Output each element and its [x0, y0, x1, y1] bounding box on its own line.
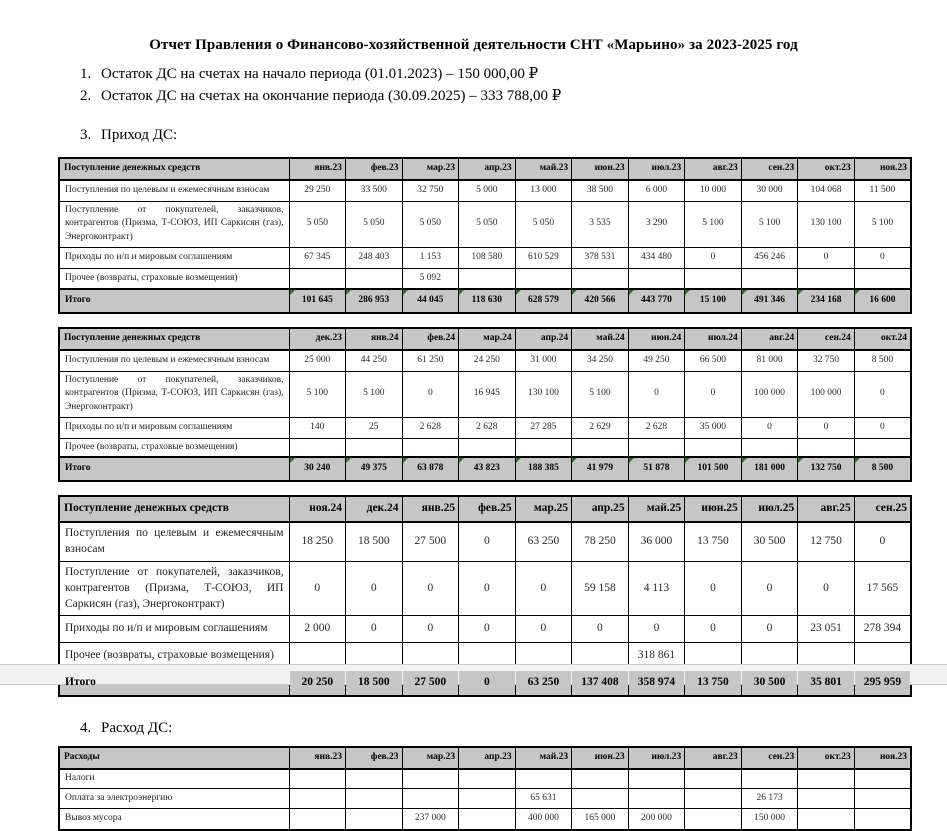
- income-table-2023: [58, 157, 912, 314]
- value-cell: 66 500: [685, 350, 742, 371]
- value-cell: [459, 438, 516, 457]
- value-cell: 5 100: [741, 201, 798, 247]
- value-cell: 0: [854, 522, 911, 561]
- value-cell: 0: [572, 616, 629, 643]
- month-header-cell: авг.23: [685, 158, 742, 180]
- month-header-cell: янв.23: [289, 158, 346, 180]
- total-value-cell-with-formula-marker: 15 100: [685, 289, 742, 313]
- month-header-cell: авг.25: [798, 496, 855, 522]
- month-header-cell: сен.23: [741, 747, 798, 769]
- month-header-cell: июл.23: [628, 747, 685, 769]
- value-cell: 0: [515, 561, 572, 616]
- value-cell: [798, 268, 855, 289]
- value-cell: 610 529: [515, 247, 572, 268]
- value-cell: 0: [289, 561, 346, 616]
- value-cell: [572, 788, 629, 809]
- value-cell: [346, 769, 403, 788]
- list-text: Остаток ДС на счетах на начало периода (01.01.2023) – 150 000,00 ₽: [101, 66, 539, 82]
- total-value-cell: 63 250: [515, 670, 572, 696]
- month-header-cell: ноя.23: [854, 747, 911, 769]
- section-heading-expense: [80, 717, 947, 739]
- value-cell: 100 000: [798, 371, 855, 417]
- month-header-cell: апр.24: [515, 328, 572, 350]
- total-value-cell: 13 750: [685, 670, 742, 696]
- row-label-cell: Поступления по целевым и ежемесячным взносам: [59, 180, 289, 201]
- value-cell: 63 250: [515, 522, 572, 561]
- row-label-cell: Поступление от покупателей, заказчиков, контрагентов (Призма, Т-СОЮЗ, ИП Саркисян (газ), Энергоконтракт): [59, 561, 289, 616]
- total-value-cell: 295 959: [854, 670, 911, 696]
- row-label-cell: Поступление от покупателей, заказчиков, контрагентов (Призма, Т-СОЮЗ, ИП Саркисян (газ), Энергоконтракт): [59, 201, 289, 247]
- value-cell: 26 173: [741, 788, 798, 809]
- row-label-cell: Прочее (возвраты, страховые возмещения): [59, 268, 289, 289]
- value-cell: [289, 769, 346, 788]
- value-cell: [854, 769, 911, 788]
- value-cell: 35 000: [685, 417, 742, 438]
- income-table-2023-slot: [58, 157, 947, 314]
- month-header-cell: дек.24: [346, 496, 403, 522]
- value-cell: 5 000: [459, 180, 516, 201]
- row-label-cell: Поступления по целевым и ежемесячным взносам: [59, 350, 289, 371]
- table-header-label: Поступление денежных средств: [59, 496, 289, 522]
- value-cell: 5 050: [402, 201, 459, 247]
- value-cell: 65 631: [515, 788, 572, 809]
- month-header-cell: май.23: [515, 747, 572, 769]
- value-cell: [685, 769, 742, 788]
- value-cell: [346, 268, 403, 289]
- value-cell: [798, 809, 855, 830]
- month-header-cell: янв.24: [346, 328, 403, 350]
- value-cell: [459, 788, 516, 809]
- value-cell: 0: [798, 247, 855, 268]
- value-cell: 5 100: [289, 371, 346, 417]
- table-row: [59, 522, 911, 561]
- table-row: [59, 268, 911, 289]
- month-header-cell: ноя.23: [854, 158, 911, 180]
- value-cell: [289, 438, 346, 457]
- row-label-cell: Приходы по и/п и мировым соглашениям: [59, 616, 289, 643]
- value-cell: 61 250: [402, 350, 459, 371]
- value-cell: 5 100: [346, 371, 403, 417]
- value-cell: 13 000: [515, 180, 572, 201]
- table-row: [59, 438, 911, 457]
- month-header-cell: янв.25: [402, 496, 459, 522]
- value-cell: 0: [346, 561, 403, 616]
- value-cell: [741, 268, 798, 289]
- table-row: [59, 788, 911, 809]
- total-value-cell-with-formula-marker: 8 500: [854, 457, 911, 481]
- month-header-cell: июл.25: [741, 496, 798, 522]
- total-value-cell-with-formula-marker: 628 579: [515, 289, 572, 313]
- value-cell: [854, 788, 911, 809]
- month-header-cell: фев.25: [459, 496, 516, 522]
- value-cell: 59 158: [572, 561, 629, 616]
- value-cell: [685, 809, 742, 830]
- value-cell: 5 050: [515, 201, 572, 247]
- value-cell: [685, 268, 742, 289]
- value-cell: 165 000: [572, 809, 629, 830]
- total-row: [59, 289, 911, 313]
- value-cell: 23 051: [798, 616, 855, 643]
- value-cell: 0: [685, 616, 742, 643]
- value-cell: 2 628: [402, 417, 459, 438]
- value-cell: [741, 438, 798, 457]
- expense-table-2023-slot: [58, 746, 947, 831]
- table-row: [59, 769, 911, 788]
- value-cell: 0: [741, 616, 798, 643]
- value-cell: 13 750: [685, 522, 742, 561]
- value-cell: 5 050: [459, 201, 516, 247]
- total-value-cell-with-formula-marker: 420 566: [572, 289, 629, 313]
- income-table-2023-24-slot: [58, 327, 947, 482]
- total-value-cell-with-formula-marker: 181 000: [741, 457, 798, 481]
- value-cell: 130 100: [798, 201, 855, 247]
- expense-table-container: [0, 746, 947, 831]
- table-header-row: [59, 496, 911, 522]
- value-cell: 456 246: [741, 247, 798, 268]
- value-cell: [515, 438, 572, 457]
- total-row: [59, 457, 911, 481]
- total-value-cell-with-formula-marker: 234 168: [798, 289, 855, 313]
- total-value-cell-with-formula-marker: 101 645: [289, 289, 346, 313]
- month-header-cell: авг.24: [741, 328, 798, 350]
- month-header-cell: сен.23: [741, 158, 798, 180]
- row-label-cell: Налоги: [59, 769, 289, 788]
- value-cell: 248 403: [346, 247, 403, 268]
- table-header-label: Расходы: [59, 747, 289, 769]
- value-cell: 150 000: [741, 809, 798, 830]
- value-cell: 4 113: [628, 561, 685, 616]
- value-cell: 49 250: [628, 350, 685, 371]
- document-title: Отчет Правления о Финансово-хозяйственной деятельности СНТ «Марьино» за 2023-2025 год: [149, 37, 798, 53]
- value-cell: 0: [628, 616, 685, 643]
- value-cell: 11 500: [854, 180, 911, 201]
- list-number: 1.: [80, 66, 92, 82]
- total-value-cell-with-formula-marker: 188 385: [515, 457, 572, 481]
- month-header-cell: фев.23: [346, 158, 403, 180]
- value-cell: 38 500: [572, 180, 629, 201]
- total-value-cell: 0: [459, 670, 516, 696]
- value-cell: 32 750: [798, 350, 855, 371]
- month-header-cell: фев.24: [402, 328, 459, 350]
- total-value-cell-with-formula-marker: 118 630: [459, 289, 516, 313]
- total-value-cell: 35 801: [798, 670, 855, 696]
- month-header-cell: окт.24: [854, 328, 911, 350]
- month-header-cell: мар.24: [459, 328, 516, 350]
- month-header-cell: окт.23: [798, 747, 855, 769]
- value-cell: [685, 438, 742, 457]
- list-item-opening-balance: [80, 63, 947, 85]
- total-value-cell: 27 500: [402, 670, 459, 696]
- row-label-cell: Поступление от покупателей, заказчиков, контрагентов (Призма, Т-СОЮЗ, ИП Саркисян (газ), Энергоконтракт): [59, 371, 289, 417]
- month-header-cell: июл.24: [685, 328, 742, 350]
- value-cell: 0: [741, 561, 798, 616]
- month-header-cell: май.24: [572, 328, 629, 350]
- value-cell: 31 000: [515, 350, 572, 371]
- total-value-cell-with-formula-marker: 491 346: [741, 289, 798, 313]
- value-cell: 0: [798, 561, 855, 616]
- value-cell: 0: [402, 616, 459, 643]
- total-value-cell-with-formula-marker: 30 240: [289, 457, 346, 481]
- month-header-cell: мар.23: [402, 747, 459, 769]
- value-cell: 36 000: [628, 522, 685, 561]
- value-cell: 44 250: [346, 350, 403, 371]
- value-cell: 27 285: [515, 417, 572, 438]
- section-text: Приход ДС:: [101, 127, 178, 143]
- total-value-cell: 18 500: [346, 670, 403, 696]
- month-header-cell: фев.23: [346, 747, 403, 769]
- value-cell: [741, 769, 798, 788]
- value-cell: [628, 438, 685, 457]
- month-header-cell: ноя.24: [289, 496, 346, 522]
- table-header-label: Поступление денежных средств: [59, 328, 289, 350]
- value-cell: 0: [685, 371, 742, 417]
- value-cell: 32 750: [402, 180, 459, 201]
- value-cell: 0: [685, 561, 742, 616]
- value-cell: 0: [685, 247, 742, 268]
- value-cell: [346, 809, 403, 830]
- month-header-cell: янв.23: [289, 747, 346, 769]
- value-cell: [628, 788, 685, 809]
- value-cell: 8 500: [854, 350, 911, 371]
- value-cell: 2 000: [289, 616, 346, 643]
- value-cell: 6 000: [628, 180, 685, 201]
- value-cell: 5 092: [402, 268, 459, 289]
- table-row: [59, 809, 911, 830]
- value-cell: [402, 769, 459, 788]
- value-cell: 1 153: [402, 247, 459, 268]
- month-header-cell: апр.25: [572, 496, 629, 522]
- value-cell: 0: [798, 417, 855, 438]
- total-value-cell-with-formula-marker: 43 823: [459, 457, 516, 481]
- list-text: Остаток ДС на счетах на окончание периода (30.09.2025) – 333 788,00 ₽: [101, 88, 562, 104]
- value-cell: 108 580: [459, 247, 516, 268]
- value-cell: 27 500: [402, 522, 459, 561]
- value-cell: 0: [628, 371, 685, 417]
- month-header-cell: апр.23: [459, 747, 516, 769]
- value-cell: 24 250: [459, 350, 516, 371]
- section-text: Расход ДС:: [101, 720, 173, 736]
- total-value-cell: 30 500: [741, 670, 798, 696]
- month-header-cell: окт.23: [798, 158, 855, 180]
- value-cell: 5 100: [685, 201, 742, 247]
- value-cell: 2 628: [628, 417, 685, 438]
- value-cell: 3 290: [628, 201, 685, 247]
- table-row: [59, 350, 911, 371]
- value-cell: [459, 268, 516, 289]
- value-cell: 29 250: [289, 180, 346, 201]
- value-cell: [854, 268, 911, 289]
- value-cell: 0: [854, 417, 911, 438]
- value-cell: 16 945: [459, 371, 516, 417]
- month-header-cell: июн.24: [628, 328, 685, 350]
- total-value-cell-with-formula-marker: 286 953: [346, 289, 403, 313]
- month-header-cell: май.23: [515, 158, 572, 180]
- total-value-cell: 137 408: [572, 670, 629, 696]
- month-header-cell: апр.23: [459, 158, 516, 180]
- value-cell: 0: [854, 371, 911, 417]
- value-cell: [346, 788, 403, 809]
- value-cell: 318 861: [628, 643, 685, 670]
- value-cell: [854, 809, 911, 830]
- total-label-cell: Итого: [59, 289, 289, 313]
- value-cell: [572, 438, 629, 457]
- numbered-list: [0, 63, 947, 107]
- value-cell: 378 531: [572, 247, 629, 268]
- row-label-cell: Прочее (возвраты, страховые возмещения): [59, 438, 289, 457]
- month-header-cell: авг.23: [685, 747, 742, 769]
- value-cell: 130 100: [515, 371, 572, 417]
- month-header-cell: мар.23: [402, 158, 459, 180]
- value-cell: 0: [741, 417, 798, 438]
- value-cell: 81 000: [741, 350, 798, 371]
- value-cell: [685, 788, 742, 809]
- value-cell: [289, 268, 346, 289]
- value-cell: 100 000: [741, 371, 798, 417]
- value-cell: 0: [346, 616, 403, 643]
- row-label-cell: Приходы по и/п и мировым соглашениям: [59, 417, 289, 438]
- month-header-cell: сен.25: [854, 496, 911, 522]
- value-cell: [402, 788, 459, 809]
- section-heading-income: [80, 124, 947, 146]
- table-row: [59, 371, 911, 417]
- value-cell: 0: [402, 371, 459, 417]
- section-number: 4.: [80, 720, 92, 736]
- total-label-cell: Итого: [59, 670, 289, 696]
- row-label-cell: Поступления по целевым и ежемесячным взносам: [59, 522, 289, 561]
- total-value-cell: 358 974: [628, 670, 685, 696]
- value-cell: 2 628: [459, 417, 516, 438]
- row-label-cell: Оплата за электроэнергию: [59, 788, 289, 809]
- table-row: [59, 247, 911, 268]
- month-header-cell: дек.23: [289, 328, 346, 350]
- value-cell: [572, 769, 629, 788]
- value-cell: 33 500: [346, 180, 403, 201]
- value-cell: 278 394: [854, 616, 911, 643]
- value-cell: [798, 438, 855, 457]
- value-cell: 434 480: [628, 247, 685, 268]
- value-cell: [515, 769, 572, 788]
- month-header-cell: июл.23: [628, 158, 685, 180]
- value-cell: [402, 438, 459, 457]
- list-number: 2.: [80, 88, 92, 104]
- value-cell: 5 050: [346, 201, 403, 247]
- page-2: [0, 685, 947, 831]
- value-cell: 3 535: [572, 201, 629, 247]
- table-row: [59, 561, 911, 616]
- value-cell: 30 500: [741, 522, 798, 561]
- total-value-cell-with-formula-marker: 443 770: [628, 289, 685, 313]
- value-cell: 18 500: [346, 522, 403, 561]
- value-cell: 0: [459, 522, 516, 561]
- value-cell: 25: [346, 417, 403, 438]
- value-cell: 30 000: [741, 180, 798, 201]
- month-header-cell: июн.23: [572, 158, 629, 180]
- value-cell: [459, 769, 516, 788]
- value-cell: 78 250: [572, 522, 629, 561]
- value-cell: 34 250: [572, 350, 629, 371]
- value-cell: 200 000: [628, 809, 685, 830]
- value-cell: [515, 268, 572, 289]
- value-cell: 0: [854, 247, 911, 268]
- row-label-cell: Вывоз мусора: [59, 809, 289, 830]
- total-value-cell-with-formula-marker: 16 600: [854, 289, 911, 313]
- value-cell: [628, 769, 685, 788]
- income-tables-container: [0, 157, 947, 697]
- row-label-cell: Прочее (возвраты, страховые возмещения): [59, 643, 289, 670]
- table-header-row: [59, 158, 911, 180]
- table-row: [59, 180, 911, 201]
- total-value-cell-with-formula-marker: 132 750: [798, 457, 855, 481]
- total-value-cell-with-formula-marker: 49 375: [346, 457, 403, 481]
- value-cell: 237 000: [402, 809, 459, 830]
- value-cell: 25 000: [289, 350, 346, 371]
- value-cell: [798, 769, 855, 788]
- value-cell: 17 565: [854, 561, 911, 616]
- value-cell: 2 629: [572, 417, 629, 438]
- month-header-cell: июн.25: [685, 496, 742, 522]
- value-cell: [628, 268, 685, 289]
- month-header-cell: июн.23: [572, 747, 629, 769]
- value-cell: 0: [402, 561, 459, 616]
- month-header-cell: май.25: [628, 496, 685, 522]
- value-cell: [459, 809, 516, 830]
- total-value-cell-with-formula-marker: 51 878: [628, 457, 685, 481]
- value-cell: 0: [459, 561, 516, 616]
- value-cell: [289, 809, 346, 830]
- value-cell: [798, 788, 855, 809]
- table-header-row: [59, 747, 911, 769]
- value-cell: [289, 788, 346, 809]
- value-cell: 5 050: [289, 201, 346, 247]
- row-label-cell: Приходы по и/п и мировым соглашениям: [59, 247, 289, 268]
- table-row: [59, 417, 911, 438]
- value-cell: 400 000: [515, 809, 572, 830]
- table-header-label: Поступление денежных средств: [59, 158, 289, 180]
- table-row: [59, 201, 911, 247]
- month-header-cell: мар.25: [515, 496, 572, 522]
- month-header-cell: сен.24: [798, 328, 855, 350]
- section-number: 3.: [80, 127, 92, 143]
- value-cell: 67 345: [289, 247, 346, 268]
- value-cell: 5 100: [854, 201, 911, 247]
- table-header-row: [59, 328, 911, 350]
- total-value-cell-with-formula-marker: 41 979: [572, 457, 629, 481]
- total-value-cell-with-formula-marker: 101 500: [685, 457, 742, 481]
- income-table-2023-24: [58, 327, 912, 482]
- value-cell: 0: [515, 616, 572, 643]
- value-cell: 104 068: [798, 180, 855, 201]
- value-cell: [854, 438, 911, 457]
- value-cell: 140: [289, 417, 346, 438]
- total-label-cell: Итого: [59, 457, 289, 481]
- value-cell: 5 100: [572, 371, 629, 417]
- table-row: [59, 616, 911, 643]
- expense-table-2023: [58, 746, 912, 831]
- value-cell: 18 250: [289, 522, 346, 561]
- value-cell: 10 000: [685, 180, 742, 201]
- value-cell: 12 750: [798, 522, 855, 561]
- total-value-cell: 20 250: [289, 670, 346, 696]
- value-cell: 0: [459, 616, 516, 643]
- total-value-cell-with-formula-marker: 63 878: [402, 457, 459, 481]
- value-cell: [572, 268, 629, 289]
- list-item-closing-balance: [80, 85, 947, 107]
- total-value-cell-with-formula-marker: 44 045: [402, 289, 459, 313]
- value-cell: [346, 438, 403, 457]
